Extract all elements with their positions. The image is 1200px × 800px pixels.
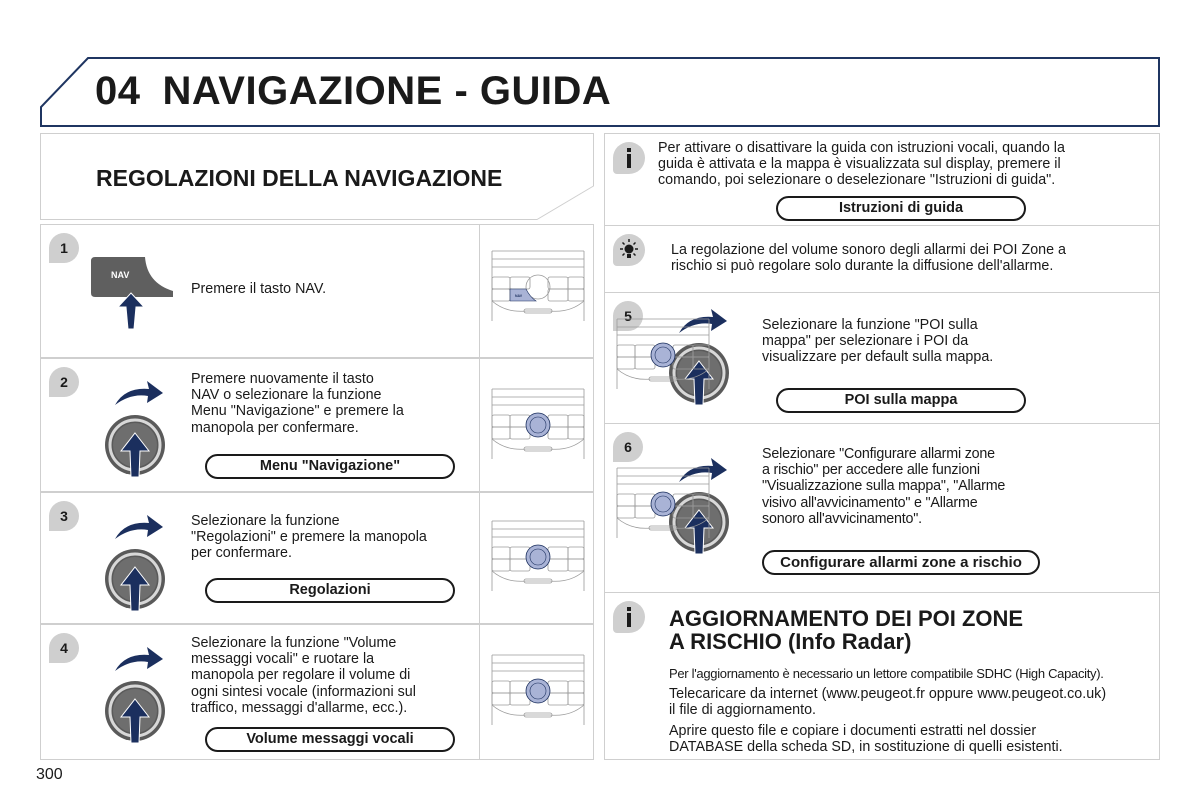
radio-panel-cell	[479, 359, 593, 491]
rotary-knob-press-icon	[101, 513, 171, 617]
lightbulb-icon	[613, 234, 645, 266]
info-text: Per attivare o disattivare la guida con istruzioni vocali, quando la guida è attivata e la mappa è visualizzata sul display, premere il comando, poi selezionare o deselezionare "Istruzioni di guida".	[658, 140, 1065, 189]
step-text: Premere il tasto NAV.	[191, 281, 327, 297]
step-badge: 4	[49, 633, 79, 663]
svg-text:NAV: NAV	[111, 270, 130, 280]
step-text: Selezionare la funzione "Regolazioni" e premere la manopola per confermare.	[191, 513, 427, 562]
step-text: Selezionare "Configurare allarmi zone a rischio" per accedere alle funzioni "Visualizzazione sulla mappa", "Allarme visivo all'avvicinamento" e "Allarme sonoro all'avvicinamento".	[762, 446, 1006, 527]
page-title	[95, 69, 611, 114]
radio-panel-cell	[479, 493, 593, 623]
poi-update-info	[604, 592, 1160, 760]
radio-panel-knob-highlight-illustration	[486, 385, 590, 465]
step-text: Premere nuovamente il tasto NAV o selezionare la funzione Menu "Navigazione" e premere la manopola per confermare.	[191, 371, 404, 436]
step-1	[40, 224, 594, 358]
chapter-header	[40, 57, 1160, 127]
svg-text:NAV: NAV	[515, 294, 523, 298]
step-2	[40, 358, 594, 492]
configurare-allarmi-button[interactable]: Configurare allarmi zone a rischio	[762, 550, 1040, 575]
step-5	[604, 292, 1160, 424]
info-icon	[613, 601, 645, 633]
step-badge: 2	[49, 367, 79, 397]
step-4	[40, 624, 594, 760]
step-badge: 1	[49, 233, 79, 263]
rotary-knob-press-icon	[101, 645, 171, 749]
update-paragraph-1: Per l'aggiornamento è necessario un lettore compatibile SDHC (High Capacity).	[669, 666, 1104, 681]
step-badge: 3	[49, 501, 79, 531]
step-text: Selezionare la funzione "POI sulla mappa" per selezionare i POI da visualizzare per default sulla mappa.	[762, 317, 994, 366]
regolazioni-button[interactable]: Regolazioni	[205, 578, 455, 603]
chapter-number: 04	[95, 69, 141, 113]
voice-guidance-info	[604, 133, 1160, 226]
nav-button-press-icon	[89, 253, 179, 333]
update-paragraph-3: Aprire questo file e copiare i documenti estratti nel dossier DATABASE della scheda SD, in sostituzione di quelli esistenti.	[669, 723, 1063, 755]
step-3	[40, 492, 594, 624]
chapter-title: NAVIGAZIONE - GUIDA	[162, 69, 612, 113]
menu-navigazione-button[interactable]: Menu "Navigazione"	[205, 454, 455, 479]
update-paragraph-2: Telecaricare da internet (www.peugeot.fr oppure www.peugeot.co.uk) il file di aggiornamento.	[669, 686, 1107, 718]
radio-panel-cell	[479, 625, 593, 759]
step-badge: 5	[613, 301, 643, 331]
radio-panel-cell	[479, 225, 593, 357]
tip-text: La regolazione del volume sonoro degli allarmi dei POI Zone a rischio si può regolare solo durante la diffusione dell'allarme.	[671, 242, 1066, 275]
update-heading: AGGIORNAMENTO DEI POI ZONE A RISCHIO (Info Radar)	[669, 606, 1024, 654]
page-number: 300	[36, 766, 63, 783]
radio-panel-knob-highlight-illustration	[611, 464, 715, 544]
info-icon	[613, 142, 645, 174]
radio-panel-knob-highlight-illustration	[486, 651, 590, 731]
istruzioni-di-guida-button[interactable]: Istruzioni di guida	[776, 196, 1026, 221]
rotary-knob-press-icon	[101, 379, 171, 483]
radio-panel-knob-highlight-illustration	[611, 315, 715, 395]
section-title: REGOLAZIONI DELLA NAVIGAZIONE	[96, 165, 503, 191]
section-title-box	[40, 133, 594, 220]
radio-panel-knob-highlight-illustration	[486, 517, 590, 597]
volume-messaggi-vocali-button[interactable]: Volume messaggi vocali	[205, 727, 455, 752]
poi-sulla-mappa-button[interactable]: POI sulla mappa	[776, 388, 1026, 413]
step-text: Selezionare la funzione "Volume messaggi vocali" e ruotare la manopola per regolare il volume di ogni sintesi vocale (informazioni sul traffico, messaggi d'allarme, ecc.).	[191, 635, 416, 716]
step-6	[604, 423, 1160, 593]
step-badge: 6	[613, 432, 643, 462]
volume-tip	[604, 225, 1160, 293]
radio-panel-nav-highlight-illustration	[486, 247, 590, 327]
